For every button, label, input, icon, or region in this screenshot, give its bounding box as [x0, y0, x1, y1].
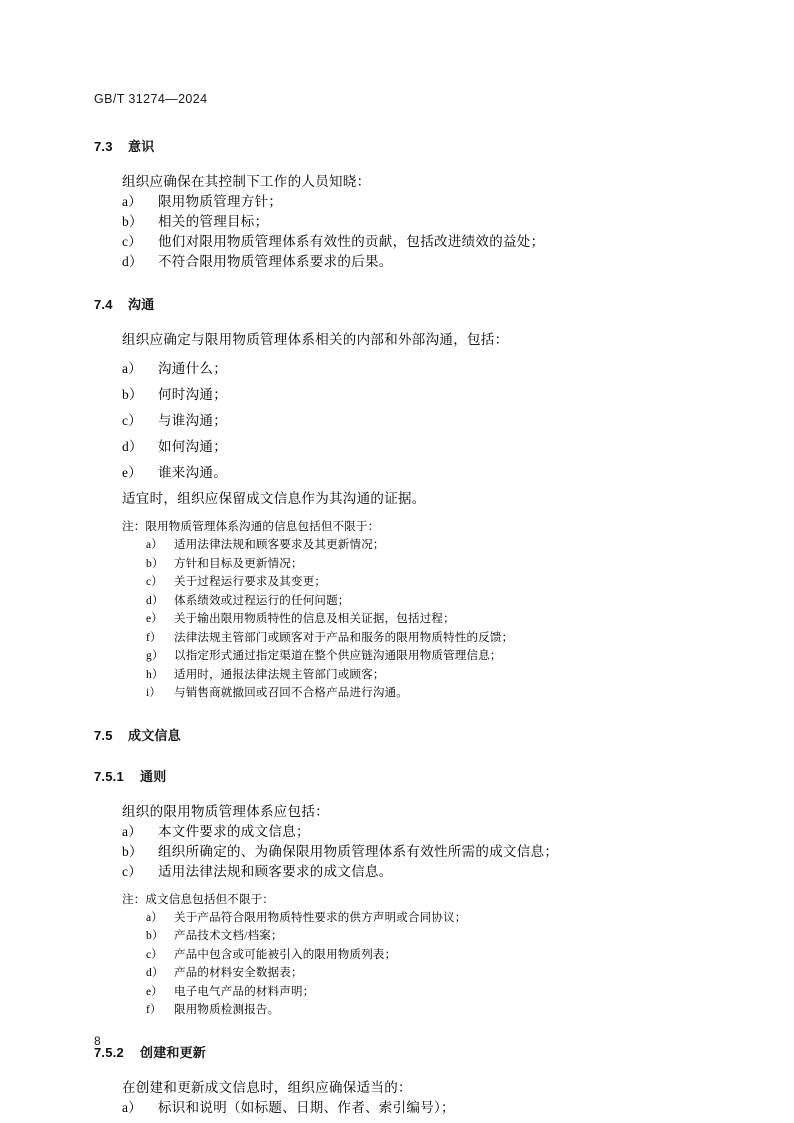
- list-item: [94, 1098, 704, 1118]
- clause-number: 7.5: [94, 727, 113, 743]
- page-number: 8: [94, 1034, 101, 1048]
- clause-7-4-note-list: [94, 536, 704, 703]
- list-text: 电子电气产品的材料声明；: [174, 985, 315, 998]
- list-marker: c）: [146, 948, 164, 961]
- list-item: [94, 684, 704, 703]
- clause-7-5-1-note-list: [94, 909, 704, 1020]
- clause-number: 7.3: [94, 139, 113, 154]
- list-marker: d）: [146, 967, 164, 979]
- clause-7-5-1-note-head: 注：成文信息包括但不限于：: [122, 893, 275, 906]
- list-marker: a）: [122, 1099, 143, 1115]
- list-item: [94, 463, 704, 483]
- list-item: [94, 192, 704, 212]
- list-item: [94, 536, 704, 555]
- clause-7-3-intro: 组织应确保在其控制下工作的人员知晓：: [122, 174, 371, 189]
- clause-heading-7-3: [94, 136, 704, 155]
- page-content: [94, 136, 704, 1118]
- list-item: [94, 909, 704, 928]
- list-item: [94, 610, 704, 629]
- list-text: 以指定形式通过指定渠道在整个供应链沟通限用物质管理信息；: [174, 650, 502, 662]
- list-text: 体系绩效或过程运行的任何问题；: [174, 594, 350, 607]
- clause-heading-7-5-1: [94, 766, 704, 785]
- list-item: [94, 252, 704, 272]
- list-marker: e）: [146, 613, 164, 625]
- list-text: 关于产品符合限用物质特性要求的供方声明或合同协议；: [174, 911, 467, 924]
- list-text: 适用法律法规和顾客要求的成文信息。: [158, 863, 393, 879]
- page-header: [94, 92, 207, 106]
- list-text: 产品的材料安全数据表；: [174, 967, 303, 979]
- clause-title: 意识: [128, 139, 155, 154]
- clause-number: 7.5.1: [94, 768, 124, 784]
- list-text: 法律法规主管部门或顾客对于产品和服务的限用物质特性的反馈；: [174, 631, 514, 644]
- list-marker: b）: [122, 214, 143, 229]
- clause-7-4-list: [94, 359, 704, 483]
- list-text: 本文件要求的成文信息；: [158, 823, 310, 839]
- clause-number: 7.5.2: [94, 1044, 124, 1060]
- list-marker: b）: [122, 843, 143, 859]
- clause-7-4-intro: 组织应确定与限用物质管理体系相关的内部和外部沟通，包括：: [122, 332, 509, 347]
- list-marker: g）: [146, 650, 164, 662]
- list-text: 关于过程运行要求及其变更；: [174, 576, 327, 588]
- clause-7-3-list: [94, 192, 704, 272]
- list-text: 沟通什么；: [158, 361, 227, 376]
- list-marker: a）: [122, 361, 143, 376]
- list-marker: c）: [122, 863, 143, 879]
- list-item: [94, 927, 704, 946]
- clause-heading-7-4: [94, 294, 704, 313]
- list-item: [94, 946, 704, 965]
- clause-7-5-1-intro: 组织的限用物质管理体系应包括：: [122, 803, 329, 819]
- list-item: [94, 592, 704, 611]
- list-item: [94, 232, 704, 252]
- list-item: [94, 573, 704, 592]
- list-marker: f）: [146, 1004, 162, 1016]
- list-text: 谁来沟通。: [158, 465, 227, 480]
- list-text: 适用法律法规和顾客要求及其更新情况；: [174, 539, 385, 551]
- clause-title: 创建和更新: [140, 1044, 207, 1060]
- list-marker: d）: [146, 594, 164, 607]
- list-marker: a）: [122, 194, 143, 209]
- list-marker: a）: [122, 823, 143, 839]
- list-text: 标识和说明（如标题、日期、作者、索引编号）；: [158, 1099, 455, 1115]
- list-item: [94, 555, 704, 574]
- standard-id: GB/T 31274—2024: [94, 92, 208, 106]
- list-text: 相关的管理目标；: [158, 214, 269, 229]
- list-text: 产品技术文档/档案；: [174, 930, 283, 942]
- list-marker: d）: [122, 439, 143, 454]
- list-text: 如何沟通；: [158, 439, 227, 454]
- list-item: [94, 964, 704, 983]
- list-item: [94, 666, 704, 685]
- list-item: [94, 437, 704, 457]
- list-text: 方针和目标及更新情况；: [174, 557, 303, 570]
- list-item: [94, 385, 704, 405]
- list-marker: c）: [146, 576, 164, 588]
- clause-heading-7-5: [94, 725, 704, 744]
- list-item: [94, 212, 704, 232]
- list-text: 适用时，通报法律法规主管部门或顾客；: [174, 668, 385, 681]
- list-text: 组织所确定的、为确保限用物质管理体系有效性所需的成文信息；: [158, 843, 559, 859]
- list-marker: a）: [146, 539, 164, 551]
- list-item: [94, 862, 704, 882]
- list-text: 关于输出限用物质特性的信息及相关证据，包括过程；: [174, 613, 455, 625]
- list-text: 与销售商就撤回或召回不合格产品进行沟通。: [174, 687, 408, 699]
- list-marker: d）: [122, 254, 143, 269]
- clause-7-5-2-list: [94, 1098, 704, 1118]
- list-text: 限用物质检测报告。: [174, 1004, 280, 1016]
- clause-7-4-closing: 适宜时，组织应保留成文信息作为其沟通的证据。: [122, 491, 426, 506]
- list-item: [94, 359, 704, 379]
- list-item: [94, 629, 704, 648]
- list-item: [94, 647, 704, 666]
- clause-7-5-1-list: [94, 822, 704, 882]
- clause-heading-7-5-2: [94, 1042, 704, 1061]
- list-item: [94, 983, 704, 1002]
- clause-title: 成文信息: [128, 727, 181, 743]
- clause-title: 通则: [140, 768, 167, 784]
- list-item: [94, 1001, 704, 1020]
- list-marker: f）: [146, 631, 162, 644]
- list-marker: b）: [146, 557, 164, 570]
- list-marker: c）: [122, 234, 143, 249]
- clause-7-5-2-intro: 在创建和更新成文信息时，组织应确保适当的：: [122, 1079, 412, 1095]
- list-text: 不符合限用物质管理体系要求的后果。: [158, 254, 393, 269]
- list-item: [94, 842, 704, 862]
- clause-title: 沟通: [128, 297, 155, 312]
- list-marker: i）: [146, 687, 162, 699]
- list-text: 限用物质管理方针；: [158, 194, 283, 209]
- list-marker: a）: [146, 911, 164, 924]
- list-text: 何时沟通；: [158, 387, 227, 402]
- list-text: 产品中包含或可能被引入的限用物质列表；: [174, 948, 397, 961]
- list-marker: b）: [122, 387, 143, 402]
- list-item: [94, 822, 704, 842]
- clause-number: 7.4: [94, 297, 113, 312]
- list-marker: h）: [146, 668, 164, 681]
- clause-7-4-note-head: 注：限用物质管理体系沟通的信息包括但不限于：: [122, 521, 380, 533]
- list-item: [94, 411, 704, 431]
- list-text: 他们对限用物质管理体系有效性的贡献，包括改进绩效的益处；: [158, 234, 545, 249]
- list-marker: e）: [146, 985, 164, 998]
- list-marker: b）: [146, 930, 164, 942]
- list-marker: c）: [122, 413, 143, 428]
- list-marker: e）: [122, 465, 143, 480]
- list-text: 与谁沟通；: [158, 413, 227, 428]
